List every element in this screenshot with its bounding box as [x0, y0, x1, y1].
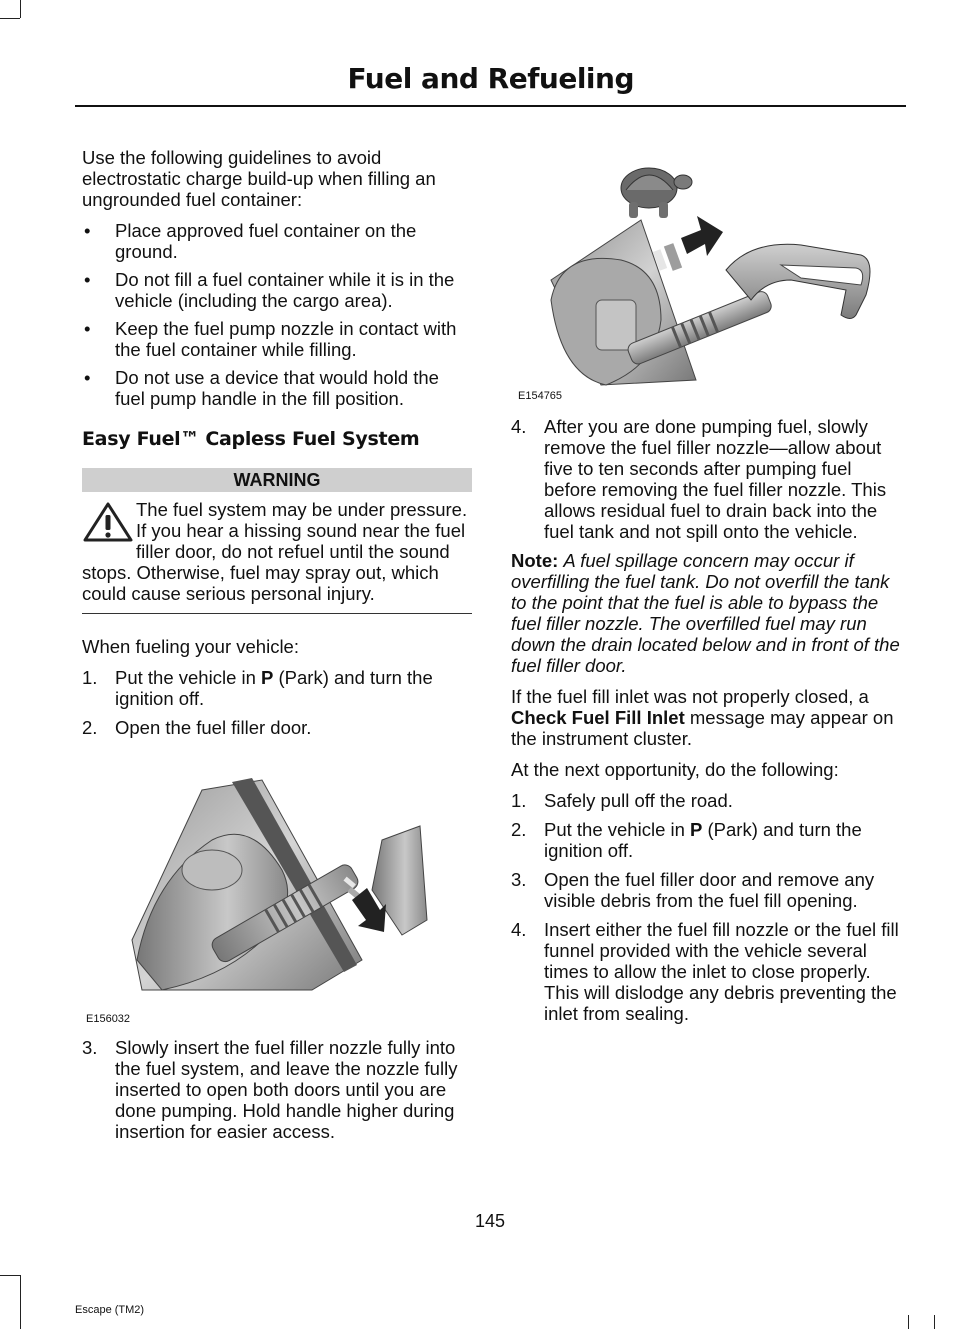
- bullet-mark: •: [84, 269, 91, 290]
- step-number: 2.: [511, 819, 527, 840]
- step-text: Insert either the fuel fill nozzle or the fuel fill funnel provided with the vehicle several times to allow the inlet to close properly. This will dislodge any debris preventing the inlet from sealing.: [544, 919, 899, 1024]
- right-column: [511, 150, 903, 1032]
- bullet-mark: •: [84, 318, 91, 339]
- step-text: After you are done pumping fuel, slowly remove the fuel filler nozzle—allow about five to ten seconds after pumping fuel before removing the fuel filler nozzle. This allows residual fuel to drain back into the fuel tank and not spill onto the vehicle.: [544, 416, 887, 542]
- warning-body: [82, 499, 472, 604]
- step-number: 4.: [511, 416, 527, 437]
- warning-box: [82, 468, 472, 614]
- step-number: 1.: [82, 667, 98, 688]
- bullet-mark: •: [84, 220, 91, 241]
- list-item: [82, 667, 472, 709]
- step-text: Open the fuel filler door and remove any visible debris from the fuel fill opening.: [544, 869, 875, 911]
- inlet-steps: [511, 790, 903, 1024]
- list-item-text: Do not use a device that would hold the fuel pump handle in the fill position.: [115, 367, 439, 409]
- crop-mark: [934, 1315, 935, 1329]
- arrow-up-right-icon: [653, 216, 723, 271]
- step-number: 4.: [511, 919, 527, 940]
- list-item: [82, 1037, 472, 1142]
- removal-steps: [511, 416, 903, 542]
- list-item: [511, 416, 903, 542]
- list-item: [511, 869, 903, 911]
- crop-mark: [20, 0, 21, 18]
- list-item: [511, 790, 903, 811]
- step-text: Put the vehicle in: [544, 819, 691, 840]
- step-text: Open the fuel filler door.: [115, 717, 312, 738]
- left-column: [82, 147, 472, 1150]
- fueling-steps: [82, 667, 472, 738]
- step-text: Put the vehicle in: [115, 667, 262, 688]
- crop-mark: [0, 1275, 20, 1276]
- note-label: Note:: [511, 550, 559, 571]
- list-item-text: Place approved fuel container on the ground.: [115, 220, 417, 262]
- list-item: [82, 367, 472, 409]
- turtle-icon: [621, 168, 692, 218]
- warning-triangle-icon: [82, 501, 134, 543]
- list-item: [82, 717, 472, 738]
- fueling-steps-continued: [82, 1037, 472, 1142]
- note-text: A fuel spillage concern may occur if overfilling the fuel tank. Do not overfill the tank to the point that the fuel is able to bypass the fuel filler nozzle. The overfilled fuel may run down the drain located below and in front of the fuel filler door.: [511, 550, 900, 676]
- title-divider: [75, 105, 906, 107]
- step-text: (Park) and turn the ignition off.: [115, 667, 433, 709]
- guideline-list: [82, 220, 472, 409]
- section-heading: Easy Fuel™ Capless Fuel System: [82, 428, 420, 450]
- crop-mark: [908, 1315, 909, 1329]
- step-text: Safely pull off the road.: [544, 790, 733, 811]
- crop-mark: [0, 18, 20, 19]
- nozzle-insert-illustration: [82, 760, 472, 1000]
- list-item: [511, 919, 903, 1024]
- inlet-paragraph: [511, 686, 903, 749]
- step-text: (Park) and turn the ignition off.: [544, 819, 862, 861]
- page-number: 145: [475, 1211, 506, 1231]
- list-item-text: Do not fill a fuel container while it is in the vehicle (including the cargo area).: [115, 269, 455, 311]
- fueling-intro: When fueling your vehicle:: [82, 636, 299, 657]
- crop-mark: [20, 1275, 21, 1329]
- step-text: Slowly insert the fuel filler nozzle fully into the fuel system, and leave the nozzle fully inserted to open both doors until you are done pumping. Hold handle higher during insertion for easier access.: [115, 1037, 458, 1142]
- figure-remove-nozzle: [511, 150, 903, 412]
- warning-text: The fuel system may be under pressure. If you hear a hissing sound near the fuel filler door, do not refuel until the sound stops. Otherwise, fuel may spray out, which could cause serious personal injury.: [82, 499, 468, 604]
- step-bold: P: [690, 819, 703, 840]
- note-paragraph: [511, 550, 903, 676]
- list-item: [82, 269, 472, 311]
- intro-paragraph: Use the following guidelines to avoid electrostatic charge build-up when filling an ungrounded fuel container:: [82, 147, 436, 210]
- figure-label: E156032: [86, 1013, 131, 1025]
- footer-model: Escape (TM2): [75, 1304, 145, 1316]
- figure-label: E154765: [518, 390, 563, 402]
- figure-insert-nozzle: [82, 760, 472, 1030]
- warning-divider: [82, 613, 472, 614]
- inlet-text: If the fuel fill inlet was not properly closed, a: [511, 686, 869, 707]
- step-number: 1.: [511, 790, 527, 811]
- step-number: 3.: [82, 1037, 98, 1058]
- list-item: [511, 819, 903, 861]
- step-bold: P: [261, 667, 274, 688]
- step-number: 3.: [511, 869, 527, 890]
- nozzle-remove-illustration: [511, 150, 903, 390]
- inlet-message: Check Fuel Fill Inlet: [511, 707, 685, 728]
- list-item: [82, 220, 472, 262]
- bullet-mark: •: [84, 367, 91, 388]
- list-item: [82, 318, 472, 360]
- next-intro: At the next opportunity, do the following:: [511, 759, 839, 780]
- warning-label: WARNING: [82, 468, 472, 492]
- list-item-text: Keep the fuel pump nozzle in contact with the fuel container while filling.: [115, 318, 457, 360]
- page-title: Fuel and Refueling: [347, 62, 634, 95]
- step-number: 2.: [82, 717, 98, 738]
- inlet-text: message may appear on the instrument cluster.: [511, 707, 894, 749]
